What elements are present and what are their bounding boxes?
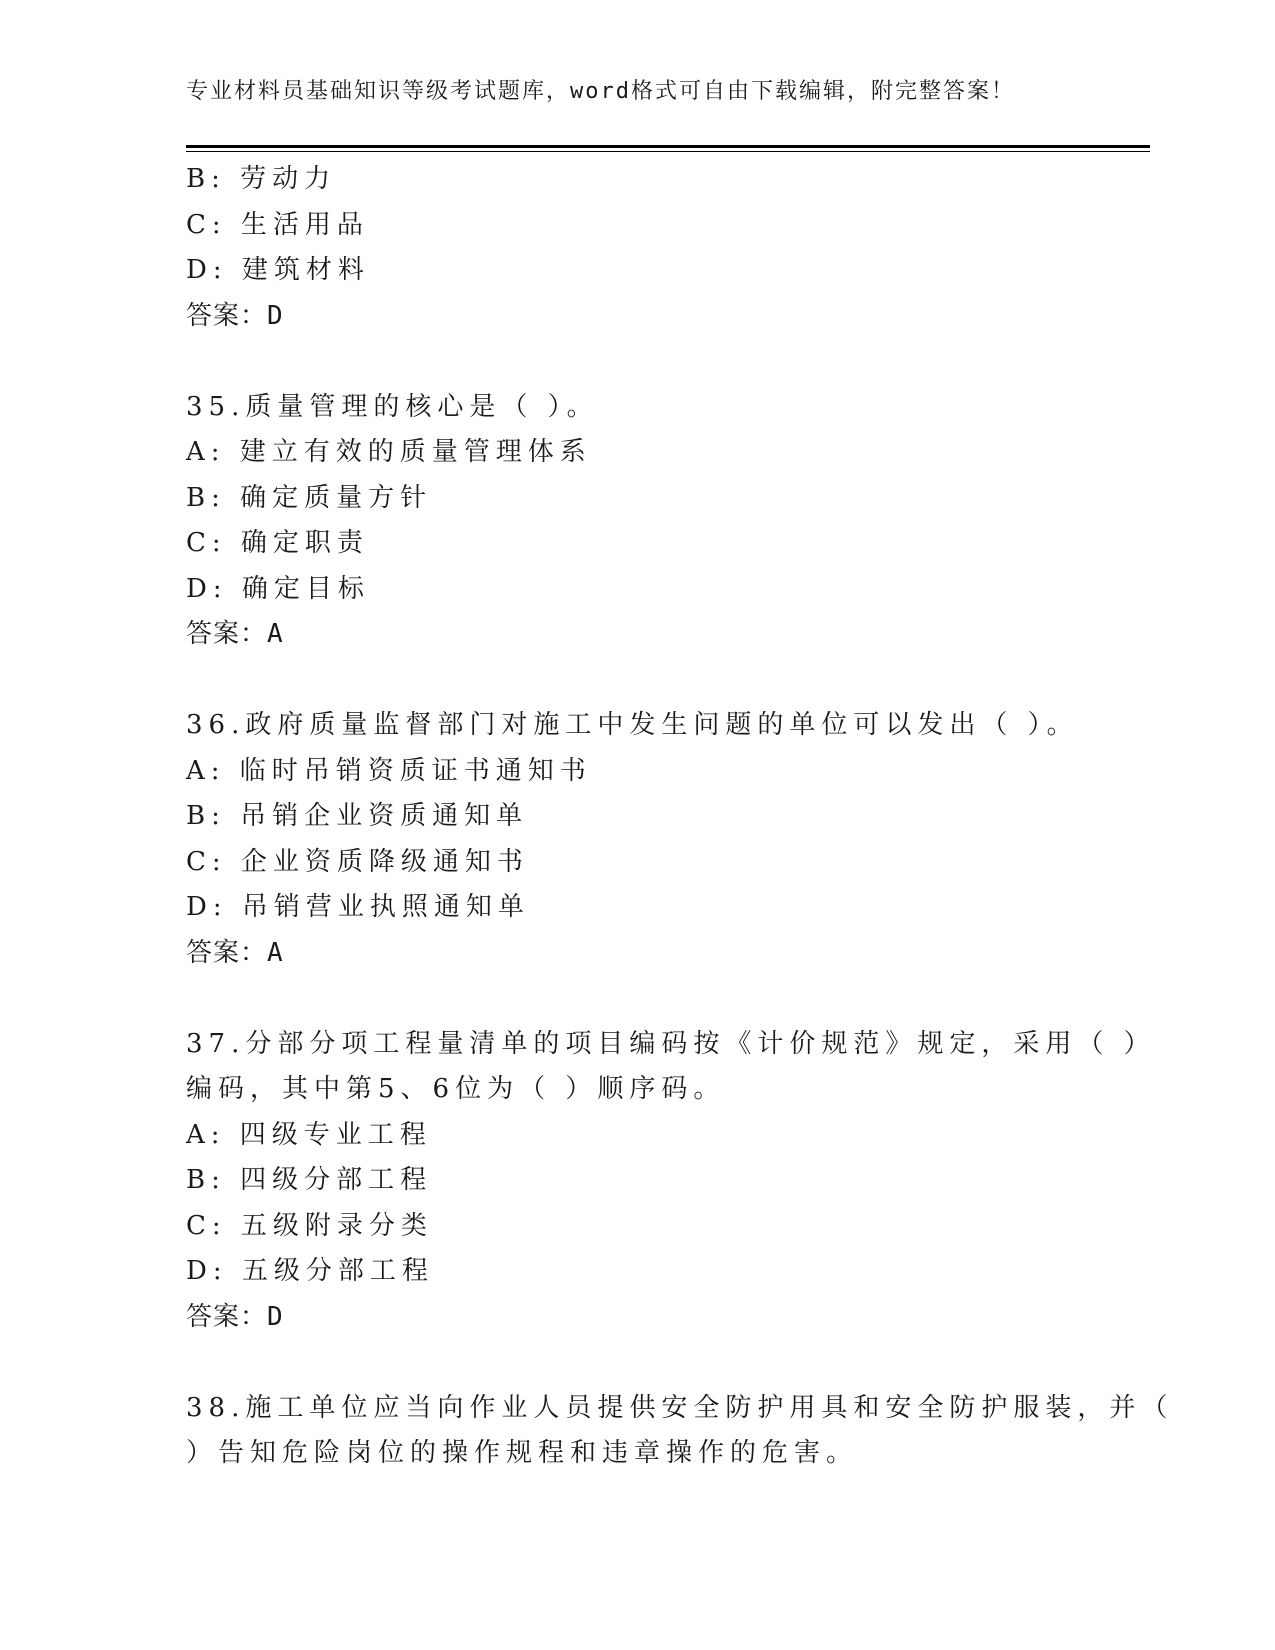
question-35 — [186, 385, 1086, 658]
question-stem: 35.质量管理的核心是（ ）。 — [186, 391, 599, 422]
option-d: D: 吊销营业执照通知单 — [186, 892, 530, 922]
answer-line — [186, 1295, 1086, 1341]
header-divider-thick — [186, 145, 1150, 148]
question-list — [186, 157, 1174, 1477]
option-b: B: 四级分部工程 — [186, 1165, 433, 1195]
answer-label: 答案： — [186, 1301, 268, 1332]
question-38 — [186, 1386, 1174, 1477]
question-37 — [186, 1022, 1156, 1341]
question-stem-line-1: 37.分部分项工程量清单的项目编码按《计价规范》规定，采用（ ） — [186, 1028, 1156, 1059]
answer-label: 答案： — [186, 937, 268, 968]
answer-line — [186, 294, 1086, 340]
question-stem-line-1: 38.施工单位应当向作业人员提供安全防护用具和安全防护服装，并（ — [186, 1392, 1174, 1423]
option-a: A: 建立有效的质量管理体系 — [186, 437, 592, 467]
option-b: B: 吊销企业资质通知单 — [186, 801, 529, 831]
answer-value: D — [267, 1301, 284, 1332]
question-34-continued — [186, 157, 1086, 339]
option-c: C: 企业资质降级通知书 — [186, 846, 529, 877]
option-d: D: 五级分部工程 — [186, 1256, 434, 1286]
question-stem-line-2: ）告知危险岗位的操作规程和违章操作的危害。 — [186, 1438, 859, 1468]
answer-value: A — [267, 937, 284, 968]
option-a: A: 临时吊销资质证书通知书 — [186, 755, 592, 786]
question-36 — [186, 703, 1086, 976]
option-b: B: 确定质量方针 — [186, 482, 433, 513]
answer-line — [186, 931, 1086, 977]
answer-line — [186, 612, 1086, 658]
option-c: C: 生活用品 — [186, 209, 369, 240]
option-d: D: 建筑材料 — [186, 255, 370, 285]
page-header: 专业材料员基础知识等级考试题库，word格式可自由下载编辑，附完整答案！ — [186, 79, 1015, 104]
answer-value: A — [267, 619, 284, 649]
option-a: A: 四级专业工程 — [186, 1119, 432, 1150]
question-stem-line-2: 编码，其中第5、6位为（ ）顺序码。 — [186, 1074, 726, 1104]
header-divider-thin — [186, 151, 1150, 152]
option-b: B: 劳动力 — [186, 164, 337, 194]
answer-label: 答案： — [186, 619, 268, 649]
option-c: C: 确定职责 — [186, 528, 369, 558]
option-c: C: 五级附录分类 — [186, 1210, 433, 1241]
answer-label: 答案： — [186, 300, 268, 331]
option-d: D: 确定目标 — [186, 573, 370, 604]
question-stem: 36.政府质量监督部门对施工中发生问题的单位可以发出（ ）。 — [186, 710, 1079, 740]
answer-value: D — [267, 300, 284, 331]
